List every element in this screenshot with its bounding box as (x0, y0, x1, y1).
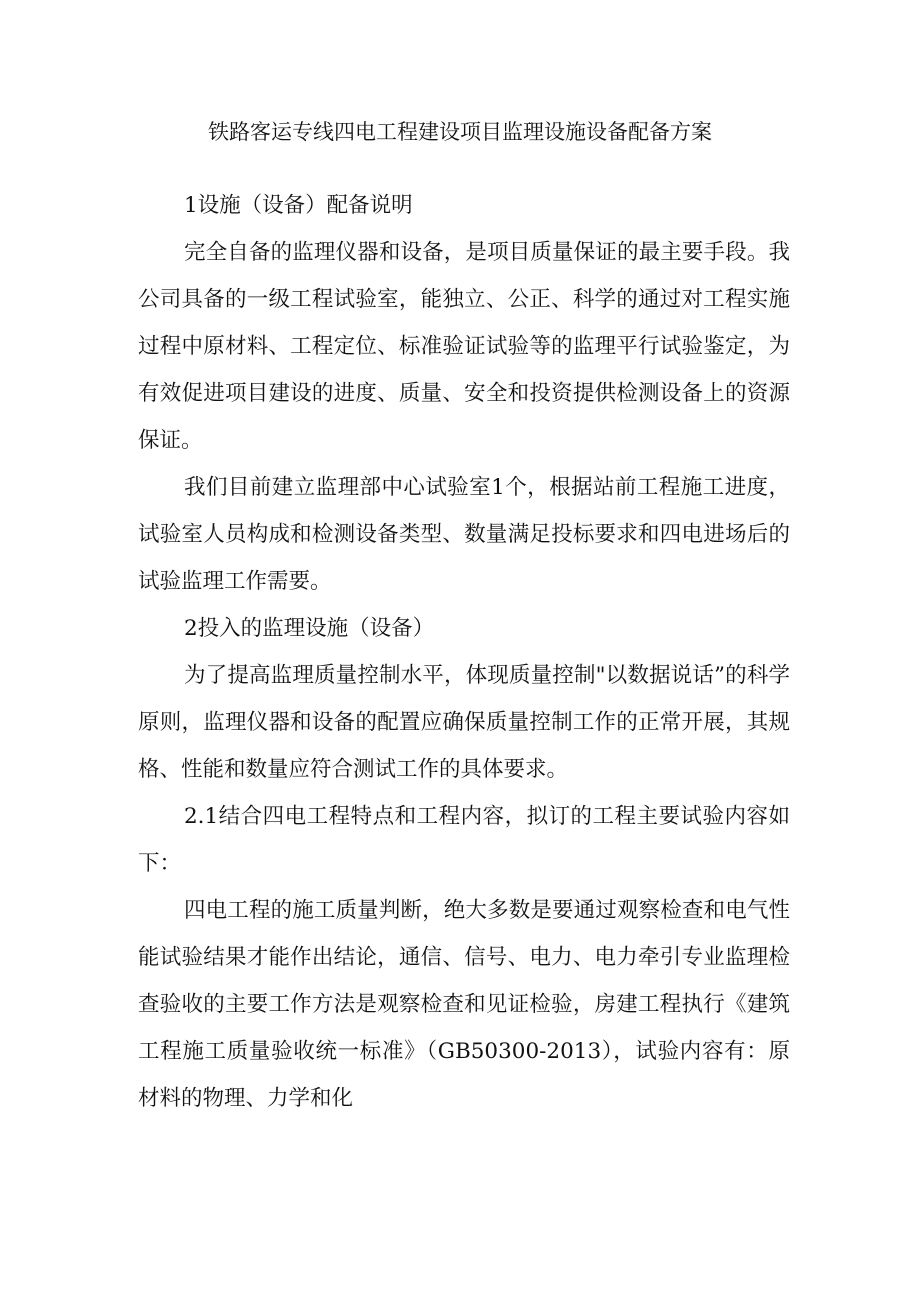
document-body (138, 182, 790, 1122)
section-1-heading: 1设施（设备）配备说明 (184, 193, 413, 218)
paragraph-1: 完全自备的监理仪器和设备，是项目质量保证的最主要手段。我公司具备的一级工程试验室，能独立、公正、科学的通过对工程实施过程中原材料、工程定位、标准验证试验等的监理平行试验鉴定，为有效促进项目建设的进度、质量、安全和投资提供检测设备上的资源保证。 (138, 240, 790, 453)
paragraph-3: 为了提高监理质量控制水平，体现质量控制"以数据说话”的科学原则，监理仪器和设备的配置应确保质量控制工作的正常开展，其规格、性能和数量应符合测试工作的具体要求。 (138, 663, 790, 782)
document-title: 铁路客运专线四电工程建设项目监理设施设备配备方案 (208, 120, 712, 144)
paragraph-4: 2.1结合四电工程特点和工程内容，拟订的工程主要试验内容如下： (138, 804, 790, 876)
paragraph-5: 四电工程的施工质量判断，绝大多数是要通过观察检查和电气性能试验结果才能作出结论，通信、信号、电力、电力牵引专业监理检查验收的主要工作方法是观察检查和见证检验，房建工程执行《建筑工程施工质量验收统一标准》（GB50300-2013），试验内容有：原材料的物理、力学和化 (138, 898, 790, 1111)
paragraph-2: 我们目前建立监理部中心试验室1个，根据站前工程施工进度，试验室人员构成和检测设备类型、数量满足投标要求和四电进场后的试验监理工作需要。 (138, 475, 790, 594)
section-2-heading: 2投入的监理设施（设备） (184, 616, 435, 641)
